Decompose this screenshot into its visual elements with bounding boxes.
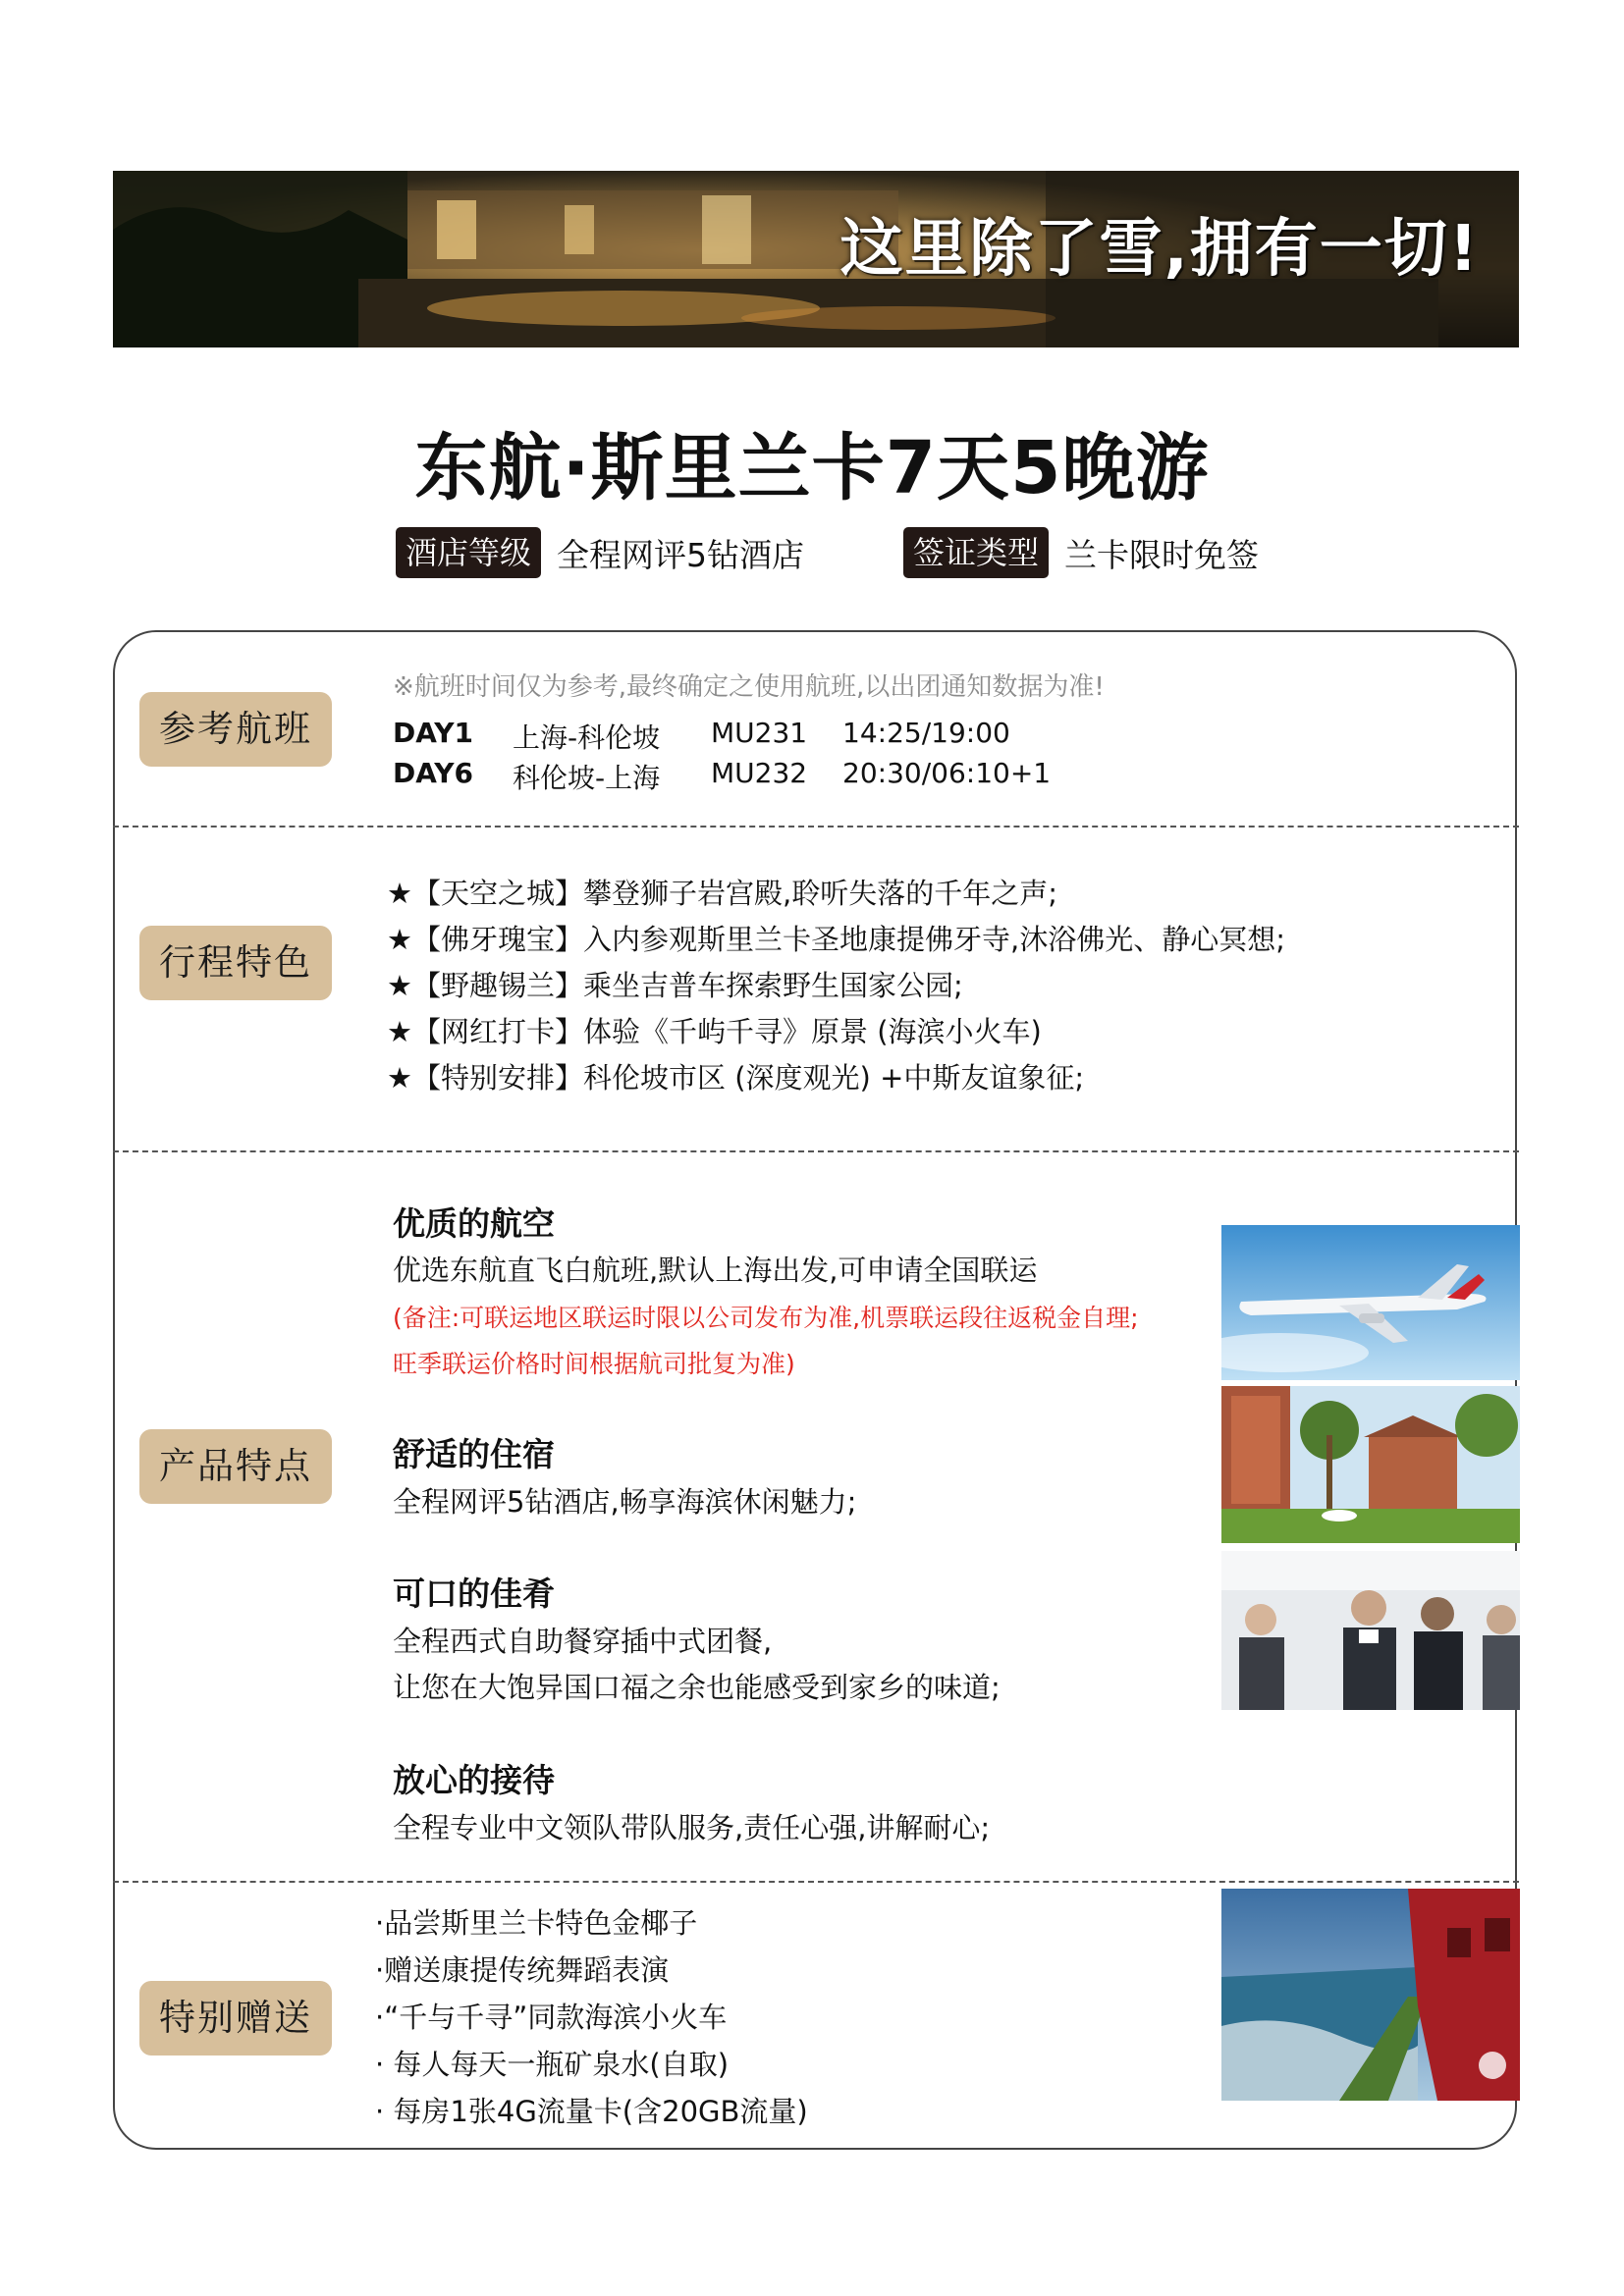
airplane-photo [1221, 1225, 1520, 1380]
gift-item: ·“千与千寻”同款海滨小火车 [375, 2001, 728, 2034]
feature-text: 全程西式自助餐穿插中式团餐, [393, 1625, 773, 1658]
flight-number: MU231 [711, 717, 808, 749]
header-banner [113, 171, 1519, 347]
flights-label: 参考航班 [139, 692, 332, 767]
gift-item: ·品尝斯里兰卡特色金椰子 [375, 1906, 698, 1940]
visa-type-row [903, 525, 1259, 580]
feature-title: 放心的接待 [393, 1761, 555, 1799]
section-divider [113, 1881, 1519, 1883]
flight-route: 科伦坡-上海 [513, 762, 661, 794]
feature-title: 舒适的住宿 [393, 1435, 555, 1473]
flight-route: 上海-科伦坡 [513, 721, 661, 754]
gift-item: · 每房1张4G流量卡(含20GB流量) [375, 2095, 808, 2128]
feature-note: 旺季联运价格时间根据航司批复为准) [393, 1350, 795, 1378]
highlights-label: 行程特色 [139, 926, 332, 1000]
section-divider [113, 1150, 1519, 1152]
flight-day: DAY1 [393, 717, 473, 749]
visa-type-value: 兰卡限时免签 [1064, 535, 1260, 574]
gift-item: ·赠送康提传统舞蹈表演 [375, 1953, 670, 1987]
feature-title: 可口的佳肴 [393, 1575, 555, 1613]
hotel-level-value: 全程网评5钻酒店 [557, 535, 805, 574]
gift-item: · 每人每天一瓶矿泉水(自取) [375, 2048, 730, 2081]
highlight-item: ★【佛牙瑰宝】入内参观斯里兰卡圣地康提佛牙寺,沐浴佛光、静心冥想; [387, 923, 1285, 956]
flight-note: ※航班时间仅为参考,最终确定之使用航班,以出团通知数据为准! [393, 672, 1105, 702]
seaside-train-photo [1221, 1889, 1520, 2101]
flight-time: 14:25/19:00 [842, 717, 1010, 749]
flight-day: DAY6 [393, 757, 473, 789]
flight-number: MU232 [711, 757, 808, 789]
flight-time: 20:30/06:10+1 [842, 757, 1052, 789]
beach-hotel-photo [1221, 1386, 1520, 1543]
highlight-item: ★【天空之城】攀登狮子岩宫殿,聆听失落的千年之声; [387, 877, 1057, 910]
feature-text: 全程专业中文领队带队服务,责任心强,讲解耐心; [393, 1811, 991, 1844]
feature-text: 全程网评5钻酒店,畅享海滨休闲魅力; [393, 1485, 857, 1519]
hotel-level-tag: 酒店等级 [396, 527, 541, 578]
features-label: 产品特点 [139, 1429, 332, 1504]
feature-text: 让您在大饱异国口福之余也能感受到家乡的味道; [393, 1671, 1001, 1704]
meeting-photo [1221, 1551, 1520, 1710]
gifts-label: 特别赠送 [139, 1981, 332, 2056]
hotel-level-row [396, 525, 804, 580]
feature-text: 优选东航直飞白航班,默认上海出发,可申请全国联运 [393, 1254, 1038, 1287]
highlight-item: ★【网红打卡】体验《千屿千寻》原景 (海滨小火车) [387, 1015, 1042, 1048]
highlight-item: ★【特别安排】科伦坡市区 (深度观光) +中斯友谊象征; [387, 1061, 1085, 1095]
section-divider [113, 826, 1519, 828]
banner-slogan: 这里除了雪,拥有一切! [839, 213, 1480, 286]
feature-note: (备注:可联运地区联运时限以公司发布为准,机票联运段往返税金自理; [393, 1304, 1139, 1332]
page-title: 东航·斯里兰卡7天5晚游 [414, 426, 1210, 510]
highlight-item: ★【野趣锡兰】乘坐吉普车探索野生国家公园; [387, 969, 963, 1002]
visa-type-tag: 签证类型 [903, 527, 1049, 578]
feature-title: 优质的航空 [393, 1204, 555, 1243]
